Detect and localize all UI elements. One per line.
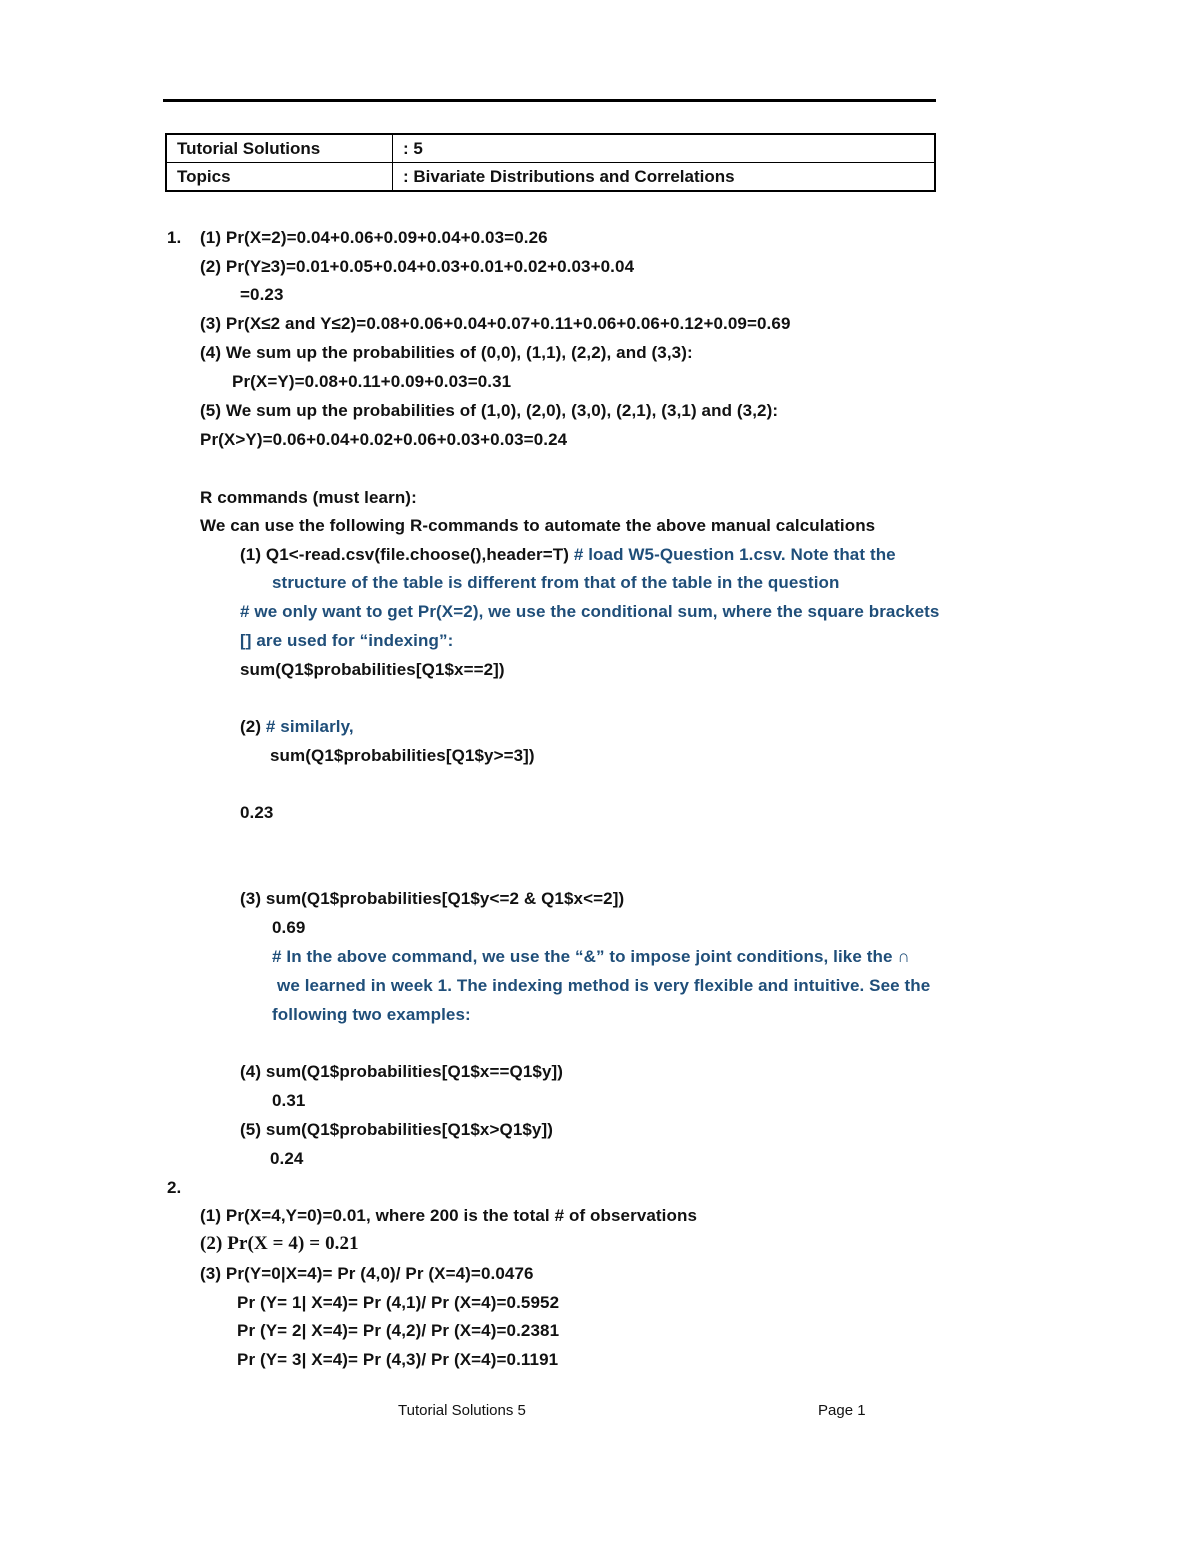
code-line: sum(Q1$probabilities[Q1$y>=3]) xyxy=(270,746,535,765)
answer-line: Pr(X>Y)=0.06+0.04+0.02+0.06+0.03+0.03=0.24 xyxy=(200,430,568,449)
code-line: sum(Q1$probabilities[Q1$x==2]) xyxy=(240,660,505,679)
code-text: (1) Q1<-read.csv(file.choose(),header=T) xyxy=(240,545,574,564)
header-key: Topics xyxy=(166,163,393,192)
code-comment: # load W5-Question 1.csv. Note that the xyxy=(573,545,896,564)
answer-line: Pr (Y= 1| X=4)= Pr (4,1)/ Pr (X=4)=0.5952 xyxy=(237,1293,560,1312)
code-line xyxy=(240,544,896,566)
page-number: Page 1 xyxy=(818,1402,866,1419)
header-key: Tutorial Solutions xyxy=(166,134,393,163)
code-comment: [] are used for “indexing”: xyxy=(240,631,454,650)
code-comment: structure of the table is different from that of the table in the question xyxy=(272,573,840,592)
answer-line: Pr (Y= 2| X=4)= Pr (4,2)/ Pr (X=4)=0.2381 xyxy=(237,1321,560,1340)
code-text: (2) xyxy=(240,717,266,736)
top-rule xyxy=(163,99,936,102)
header-value: : Bivariate Distributions and Correlations xyxy=(393,163,936,192)
answer-line: =0.23 xyxy=(240,285,284,304)
answer-line: (1) Pr(X=2)=0.04+0.06+0.09+0.04+0.03=0.26 xyxy=(200,228,548,247)
footer-title: Tutorial Solutions 5 xyxy=(398,1402,526,1419)
code-output: 0.24 xyxy=(270,1149,304,1168)
answer-line: (3) Pr(Y=0|X=4)= Pr (4,0)/ Pr (X=4)=0.0476 xyxy=(200,1264,534,1283)
answer-line: Pr (Y= 3| X=4)= Pr (4,3)/ Pr (X=4)=0.1191 xyxy=(237,1350,559,1369)
answer-line: (5) We sum up the probabilities of (1,0), (2,0), (3,0), (2,1), (3,1) and (3,2): xyxy=(200,401,779,420)
code-comment: # similarly, xyxy=(265,717,354,736)
answer-line: Pr(X=Y)=0.08+0.11+0.09+0.03=0.31 xyxy=(232,372,512,391)
question-number: 1. xyxy=(167,228,182,247)
code-comment: # we only want to get Pr(X=2), we use the conditional sum, where the square brackets xyxy=(240,602,940,621)
header-value: : 5 xyxy=(393,134,936,163)
answer-line: (2) Pr(Y≥3)=0.01+0.05+0.04+0.03+0.01+0.02+0.03+0.04 xyxy=(200,257,635,276)
answer-line: We can use the following R-commands to automate the above manual calculations xyxy=(200,516,876,535)
code-comment: following two examples: xyxy=(272,1005,471,1024)
answer-line: (3) Pr(X≤2 and Y≤2)=0.08+0.06+0.04+0.07+0.11+0.06+0.06+0.12+0.09=0.69 xyxy=(200,314,791,333)
code-line: (4) sum(Q1$probabilities[Q1$x==Q1$y]) xyxy=(240,1062,564,1081)
code-output: 0.69 xyxy=(272,918,306,937)
answer-line: (1) Pr(X=4,Y=0)=0.01, where 200 is the total # of observations xyxy=(200,1206,698,1225)
code-line xyxy=(240,716,354,738)
answer-line: (4) We sum up the probabilities of (0,0), (1,1), (2,2), and (3,3): xyxy=(200,343,693,362)
code-comment: # In the above command, we use the “&” to impose joint conditions, like the ∩ xyxy=(272,947,910,966)
answer-line: (2) Pr(X = 4) = 0.21 xyxy=(200,1233,359,1254)
code-line: (5) sum(Q1$probabilities[Q1$x>Q1$y]) xyxy=(240,1120,554,1139)
question-number: 2. xyxy=(167,1178,182,1197)
code-output: 0.31 xyxy=(272,1091,306,1110)
header-row xyxy=(166,134,935,163)
header-table xyxy=(165,133,936,192)
code-output: 0.23 xyxy=(240,803,274,822)
code-comment: we learned in week 1. The indexing method is very flexible and intuitive. See the xyxy=(277,976,931,995)
code-line: (3) sum(Q1$probabilities[Q1$y<=2 & Q1$x<=2]) xyxy=(240,889,625,908)
section-heading: R commands (must learn): xyxy=(200,488,417,507)
header-row xyxy=(166,163,935,192)
